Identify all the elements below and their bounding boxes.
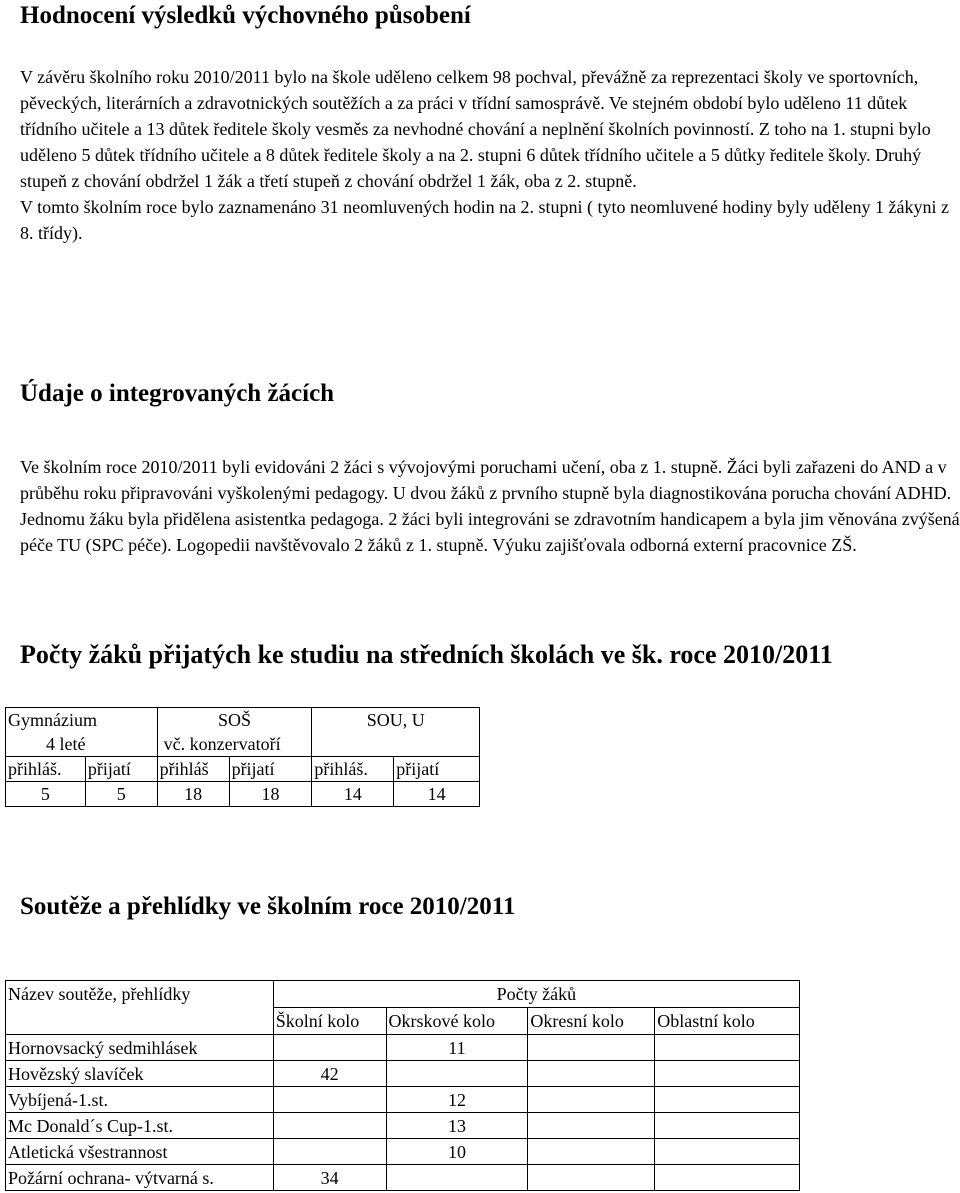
subheader-cell: přijatí: [229, 757, 312, 782]
header-gymnazium-sub: 4 leté: [6, 732, 158, 757]
header-gymnazium: Gymnázium: [6, 708, 158, 733]
okrskove-cell: 12: [386, 1087, 528, 1113]
competition-name-cell: Atletická všestrannost: [6, 1139, 274, 1165]
oblastni-cell: [655, 1139, 800, 1165]
admissions-table: [5, 707, 480, 807]
table-row: [6, 1113, 800, 1139]
skolni-cell: 34: [273, 1165, 386, 1191]
okresni-cell: [528, 1087, 655, 1113]
subheader-cell: přijatí: [394, 757, 480, 782]
skolni-cell: [273, 1035, 386, 1061]
table-row: [6, 1035, 800, 1061]
oblastni-cell: [655, 1165, 800, 1191]
value-cell: 18: [229, 782, 312, 807]
section-heading-competitions: Soutěže a přehlídky ve školním roce 2010/2011: [20, 893, 516, 920]
okresni-cell: [528, 1165, 655, 1191]
okrskove-cell: [386, 1061, 528, 1087]
header-sos: SOŠ: [157, 708, 312, 733]
competition-name-cell: Vybíjená-1.st.: [6, 1087, 274, 1113]
table-row: [6, 1139, 800, 1165]
competition-name-cell: Hornovsacký sedmihlásek: [6, 1035, 274, 1061]
round-header: Školní kolo: [273, 1008, 386, 1035]
table-row: [6, 1061, 800, 1087]
oblastni-cell: [655, 1061, 800, 1087]
table-row: [6, 708, 480, 733]
okresni-cell: [528, 1061, 655, 1087]
competitions-body: [6, 1035, 800, 1191]
okresni-cell: [528, 1139, 655, 1165]
section-heading-admissions: Počty žáků přijatých ke studiu na středních školách ve šk. roce 2010/2011: [20, 640, 833, 669]
competition-name-cell: Hovězský slavíček: [6, 1061, 274, 1087]
results-paragraph: [20, 64, 960, 246]
skolni-cell: 42: [273, 1061, 386, 1087]
table-row: [6, 1008, 800, 1035]
table-row: [6, 1087, 800, 1113]
table-row: [6, 732, 480, 757]
name-header-blank: [6, 1008, 274, 1035]
okrskove-cell: 13: [386, 1113, 528, 1139]
header-sou: SOU, U: [312, 708, 480, 733]
value-cell: 5: [85, 782, 157, 807]
round-header: Okrskové kolo: [386, 1008, 528, 1035]
table-row: [6, 981, 800, 1008]
subheader-cell: přihláš.: [6, 757, 86, 782]
oblastni-cell: [655, 1113, 800, 1139]
section-heading-integrated: Údaje o integrovaných žácích: [20, 380, 335, 407]
okrskove-cell: [386, 1165, 528, 1191]
name-header: Název soutěže, přehlídky: [6, 981, 274, 1008]
value-cell: 14: [312, 782, 394, 807]
table-row: [6, 782, 480, 807]
okresni-cell: [528, 1035, 655, 1061]
table-row: [6, 757, 480, 782]
round-header: Okresní kolo: [528, 1008, 655, 1035]
skolni-cell: [273, 1113, 386, 1139]
subheader-cell: přihláš.: [312, 757, 394, 782]
okresni-cell: [528, 1113, 655, 1139]
skolni-cell: [273, 1087, 386, 1113]
competition-name-cell: Požární ochrana- výtvarná s.: [6, 1165, 274, 1191]
oblastni-cell: [655, 1087, 800, 1113]
round-header: Oblastní kolo: [655, 1008, 800, 1035]
value-cell: 18: [157, 782, 229, 807]
counts-header: Počty žáků: [273, 981, 799, 1008]
okrskove-cell: 10: [386, 1139, 528, 1165]
unexcused-hours-text: V tomto školním roce bylo zaznamenáno 31 neomluvených hodin na 2. stupni ( tyto neomluvené hodiny byly uděleny 1 žákyni z 8. třídy).: [20, 197, 949, 243]
header-sou-sub: [312, 732, 480, 757]
oblastni-cell: [655, 1035, 800, 1061]
results-text: V závěru školního roku 2010/2011 bylo na škole uděleno celkem 98 pochval, převážně za reprezentaci školy ve sportovních, pěveckých, literárních a zdravotnických soutěžích a za práci v třídní samosprávě. Ve stejném období bylo uděleno 11 důtek třídního učitele a 13 důtek ředitele školy vesměs za nevhodné chování a neplnění školních povinností. Z toho na 1. stupni bylo uděleno 5 důtek třídního učitele a 8 důtek ředitele školy a na 2. stupni 6 důtek třídního učitele a 5 důtky ředitele školy. Druhý stupeň z chování obdržel 1 žák a třetí stupeň z chování obdržel 1 žák, oba z 2. stupně.: [20, 67, 931, 191]
integrated-paragraph: Ve školním roce 2010/2011 byli evidováni 2 žáci s vývojovými poruchami učení, oba z 1. stupně. Žáci byli zařazeni do AND a v průběhu roku připravováni vyškolenými pedagogy. U dvou žáků z prvního stupně byla diagnostikována porucha chování ADHD. Jednomu žáku byla přidělena asistentka pedagoga. 2 žáci byli integrováni se zdravotním handicapem a byla jim věnována zvýšená péče TU (SPC péče). Logopedii navštěvovalo 2 žáků z 1. stupně. Výuku zajišťovala odborná externí pracovnice ZŠ.: [20, 457, 960, 555]
header-sos-sub: vč. konzervatoří: [157, 732, 312, 757]
value-cell: 5: [6, 782, 86, 807]
section-heading-results: Hodnocení výsledků výchovného působení: [20, 2, 471, 29]
competition-name-cell: Mc Donald´s Cup-1.st.: [6, 1113, 274, 1139]
value-cell: 14: [394, 782, 480, 807]
subheader-cell: přijatí: [85, 757, 157, 782]
okrskove-cell: 11: [386, 1035, 528, 1061]
competitions-table: [5, 980, 800, 1191]
skolni-cell: [273, 1139, 386, 1165]
subheader-cell: přihláš: [157, 757, 229, 782]
table-row: [6, 1165, 800, 1191]
